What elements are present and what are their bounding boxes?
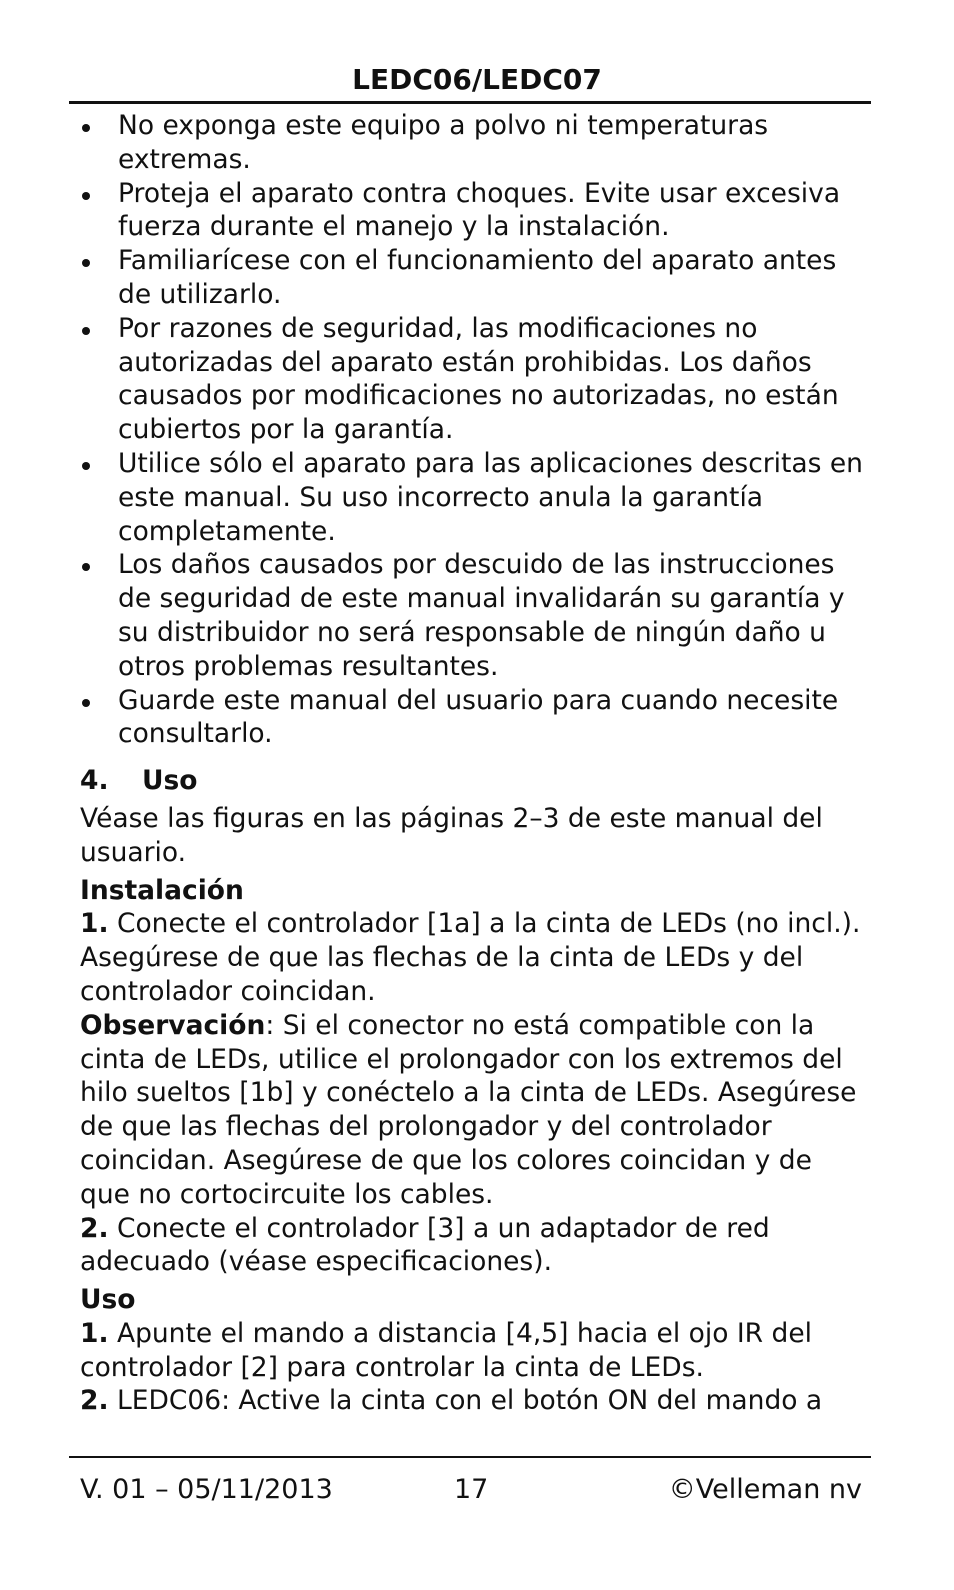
header-rule — [69, 101, 871, 104]
installation-step-2 — [80, 1212, 870, 1280]
footer-copyright: ©Velleman nv — [668, 1474, 862, 1505]
list-item — [80, 548, 870, 683]
footer-page-number: 17 — [454, 1474, 489, 1505]
footer-version: V. 01 – 05/11/2013 — [80, 1474, 333, 1505]
page-content — [80, 109, 870, 1418]
list-item — [80, 109, 870, 177]
footer-rule — [69, 1456, 871, 1458]
installation-step-1 — [80, 907, 870, 1008]
step-number: 1. — [80, 1317, 109, 1349]
page-header-title: LEDC06/LEDC07 — [352, 63, 602, 96]
list-item-text: Los daños causados por descuido de las instrucciones de seguridad de este manual invalidarán su garantía y su distribuidor no será responsable de ningún daño u otros problemas resultantes. — [118, 549, 845, 682]
step-text: LEDC06: Active la cinta con el botón ON del mando a — [108, 1385, 823, 1417]
installation-heading: Instalación — [80, 874, 244, 906]
bullet-icon — [82, 563, 90, 571]
installation-note — [80, 1009, 870, 1212]
list-item-text: Guarde este manual del usuario para cuando necesite consultarlo. — [118, 684, 839, 750]
section-intro: Véase las figuras en las páginas 2–3 de este manual del usuario. — [80, 802, 823, 868]
list-item-text: Familiarícese con el funcionamiento del aparato antes de utilizarlo. — [118, 245, 837, 310]
usage-step-2 — [80, 1384, 870, 1418]
step-number: 1. — [80, 908, 109, 940]
list-item — [80, 684, 870, 752]
note-text: : Si el conector no está compatible con la cinta de LEDs, utilice el prolongador con los extremos del hilo sueltos [1b] y conéctelo a la cinta de LEDs. Asegúrese de que las flechas del prolongador y del controlador coincidan. Asegúrese de que los colores coincidan y de que no cortocircuite los cables. — [80, 1009, 857, 1210]
list-item-text: Utilice sólo el aparato para las aplicaciones descritas en este manual. Su uso incorrecto anula la garantía completamente. — [118, 447, 863, 547]
section-title: Uso — [142, 765, 198, 797]
page-footer — [80, 1470, 862, 1510]
usage-step-1 — [80, 1317, 870, 1385]
list-item — [80, 244, 870, 312]
list-item — [80, 177, 870, 245]
step-text: Apunte el mando a distancia [4,5] hacia el ojo IR del controlador [2] para controlar la cinta de LEDs. — [80, 1317, 812, 1383]
list-item-text: No exponga este equipo a polvo ni temperaturas extremas. — [118, 110, 769, 175]
section-number: 4. — [80, 765, 109, 797]
list-item — [80, 312, 870, 447]
step-text: Conecte el controlador [1a] a la cinta de LEDs (no incl.). Asegúrese de que las flechas de la cinta de LEDs y del controlador coincidan. — [80, 908, 861, 1007]
step-number: 2. — [80, 1212, 109, 1244]
step-text: Conecte el controlador [3] a un adaptador de red adecuado (véase especificaciones). — [80, 1212, 770, 1278]
bullet-icon — [82, 192, 90, 200]
usage-heading: Uso — [80, 1284, 136, 1316]
bullet-icon — [82, 259, 90, 267]
list-item-text: Proteja el aparato contra choques. Evite usar excesiva fuerza durante el manejo y la instalación. — [118, 177, 841, 243]
bullet-icon — [82, 699, 90, 707]
note-label: Observación — [80, 1009, 266, 1041]
section-heading — [80, 764, 870, 798]
list-item-text: Por razones de seguridad, las modificaciones no autorizadas del aparato están prohibidas. Los daños causados por modificaciones no autorizadas, no están cubiertos por la garantía. — [118, 312, 839, 446]
bullet-icon — [82, 124, 90, 132]
bullet-icon — [82, 462, 90, 470]
safety-bullet-list — [80, 109, 870, 751]
bullet-icon — [82, 327, 90, 335]
step-number: 2. — [80, 1385, 109, 1417]
list-item — [80, 447, 870, 548]
